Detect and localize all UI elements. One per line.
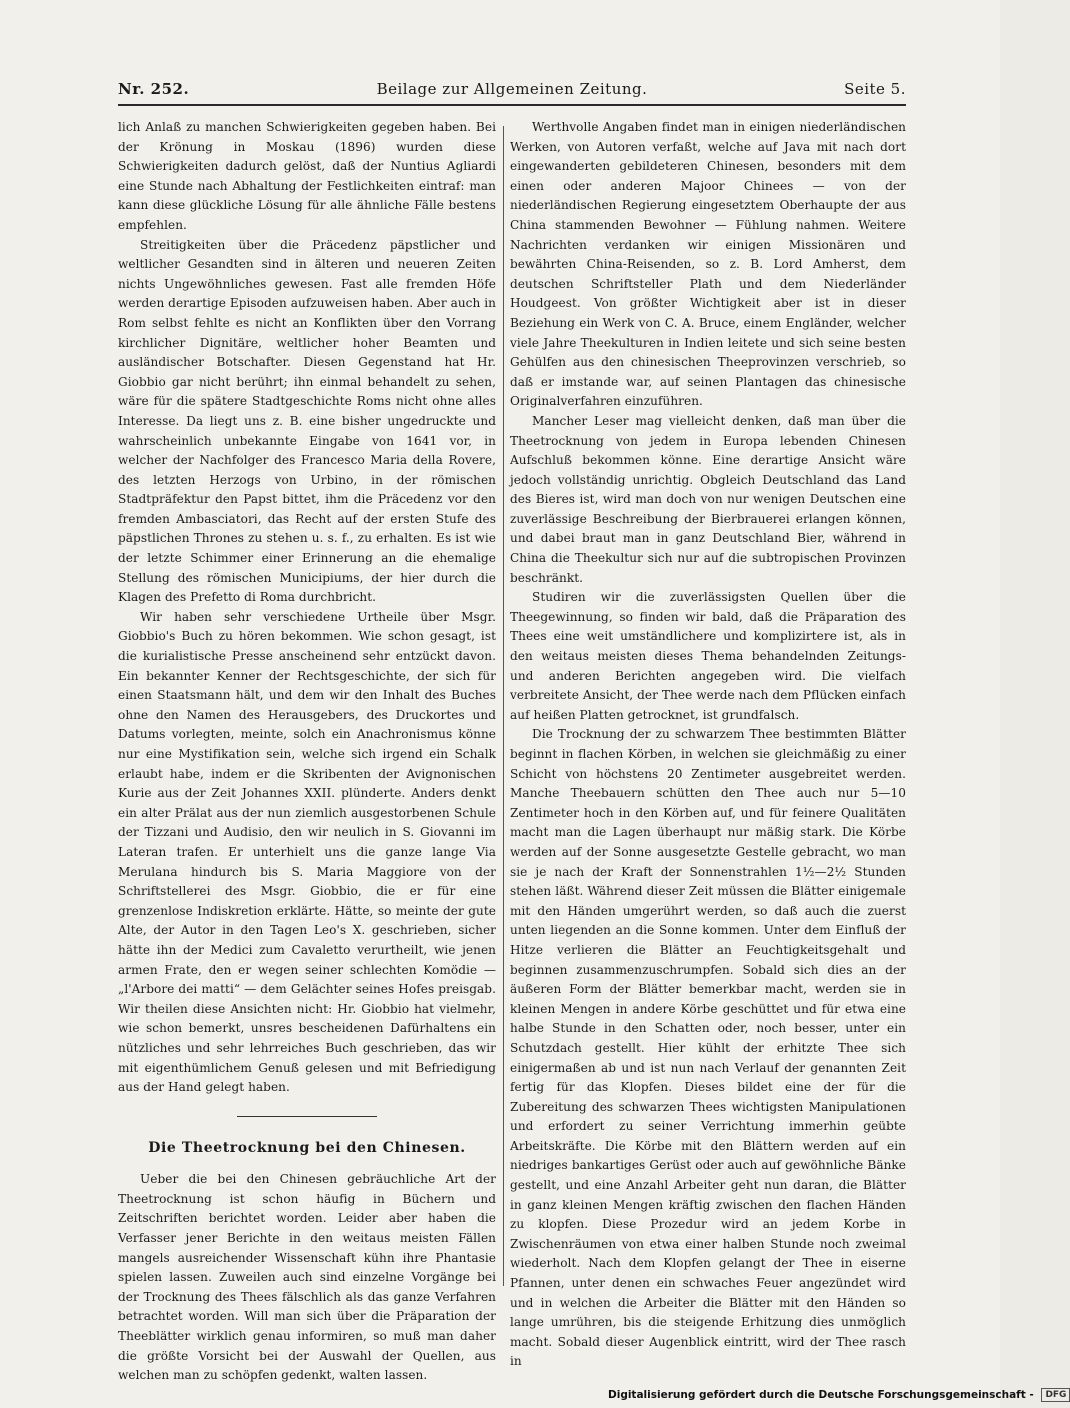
dfg-logo: DFG: [1041, 1388, 1070, 1402]
paragraph: Wir haben sehr verschiedene Urtheile über Msgr. Giobbio's Buch zu hören bekommen. Wie schon gesagt, ist die kurialistische Presse anscheinend sehr entzückt davon. Ein bekannter Kenner der Rechtsgeschichte, der sich für einen Staatsmann hält, und dem wir den Inhalt des Buches ohne den Namen des Herausgebers, des Druckortes und Datums vorlegten, meinte, solch ein Anachronismus könne nur eine Mystifikation sein, welche sich irgend ein Schalk erlaubt habe, indem er die Skribenten der Avignonischen Kurie aus der Zeit Johannes XXII. plünderte. Anders denkt ein alter Prälat aus der nun ziemlich ausgestorbenen Schule der Tizzani und Audisio, den wir neulich in S. Giovanni im Lateran trafen. Er unterhielt uns die ganze lange Via Merulana hindurch bis S. Maria Maggiore von der Schriftstellerei des Msgr. Giobbio, die er für eine grenzenlose Indiskretion erklärte. Hätte, so meinte der gute Alte, der Autor in den Tagen Leo's X. geschrieben, sicher hätte ihn der Medici zum Cavaletto verurtheilt, wie jenen armen Frate, den er wegen seiner schlechten Komödie — „l'Arbore dei matti“ — dem Gelächter seines Hofes preisgab. Wir theilen diese Ansichten nicht: Hr. Giobbio hat vielmehr, wie schon bemerkt, unsres bescheidenen Dafürhaltens ein nützliches und sehr lehrreiches Buch geschrieben, das wir mit eigenthümlichem Genuß gelesen und mit Befriedigung aus der Hand gelegt haben.: [118, 609, 496, 1095]
left-column: [118, 118, 496, 1386]
paragraph: Studiren wir die zuverlässigsten Quellen über die Theegewinnung, so finden wir bald, daß die Präparation des Thees eine weit umständlichere und komplizirtere ist, als in den weitaus meisten dieses Thema behandelnden Zeitungs- und anderen Berichten angegeben wird. Die vielfach verbreitete Ansicht, der Thee werde nach dem Pflücken einfach auf heißen Platten getrocknet, ist grundfalsch.: [510, 590, 906, 722]
column-divider: [503, 126, 504, 1286]
paragraph: Ueber die bei den Chinesen gebräuchliche Art der Theetrocknung ist schon häufig in Büchern und Zeitschriften berichtet worden. Leider aber haben die Verfasser jener Berichte in den weitaus meisten Fällen mangels ausreichender Wissenschaft kühn ihre Phantasie spielen lassen. Zuweilen auch sind einzelne Vorgänge bei der Trocknung des Thees fälschlich als das ganze Verfahren betrachtet worden. Will man sich über die Präparation der Theeblätter wirklich genau informiren, so muß man daher die größte Vorsicht bei der Auswahl der Quellen, aus welchen man zu schöpfen gedenkt, walten lassen.: [118, 1172, 496, 1383]
page-header: [118, 78, 906, 104]
digitization-footer: [608, 1388, 1067, 1404]
article-title: Die Theetrocknung bei den Chinesen.: [148, 1139, 466, 1156]
footer-text: Digitalisierung gefördert durch die Deutsche Forschungsgemeinschaft -: [608, 1389, 1034, 1401]
issue-number: Nr. 252.: [118, 80, 190, 98]
paragraph: Streitigkeiten über die Präcedenz päpstlicher und weltlicher Gesandten sind in älteren und neueren Zeiten nichts Ungewöhnliches gewesen. Fast alle fremden Höfe werden derartige Episoden aufzuweisen haben. Aber auch in Rom selbst fehlte es nicht an Konflikten über den Vorrang kirchlicher Dignitäre, weltlicher hoher Beamten und ausländischer Botschafter. Diesen Gegenstand hat Hr. Giobbio gar nicht berührt; ihn einmal behandelt zu sehen, wäre für die spätere Stadtgeschichte Roms nicht ohne alles Interesse. Da liegt uns z. B. eine bisher ungedruckte und wahrscheinlich unbekannte Eingabe von 1641 vor, in welcher der Nachfolger des Francesco Maria della Rovere, des letzten Herzogs von Urbino, in der römischen Stadtpräfektur den Papst bittet, ihm die Präcedenz vor den fremden Ambasciatori, das Recht auf der ersten Stufe des päpstlichen Thrones zu stehen u. s. f., zu erhalten. Es ist wie der letzte Schimmer einer Erinnerung an die ehemalige Stellung des römischen Municipiums, der hier durch die Klagen des Prefetto di Roma durchbricht.: [118, 237, 496, 605]
header-rule: [118, 104, 906, 106]
paragraph: Mancher Leser mag vielleicht denken, daß man über die Theetrocknung von jedem in Europa lebenden Chinesen Aufschluß bekommen könne. Eine derartige Ansicht wäre jedoch vollständig unrichtig. Obgleich Deutschland das Land des Bieres ist, wird man doch von nur wenigen Deutschen eine zuverlässige Beschreibung der Bierbrauerei erlangen können, und dabei braut man in ganz Deutschland Bier, während in China die Theekultur sich nur auf die subtropischen Provinzen beschränkt.: [510, 413, 906, 585]
paragraph: lich Anlaß zu manchen Schwierigkeiten gegeben haben. Bei der Krönung in Moskau (1896) wurden diese Schwierigkeiten dadurch gelöst, daß der Nuntius Agliardi eine Stunde nach Abhaltung der Festlichkeiten eintraf: man kann diese glückliche Lösung für alle ähnliche Fälle bestens empfehlen.: [118, 120, 496, 232]
right-column: [510, 118, 906, 1372]
paragraph: Die Trocknung der zu schwarzem Thee bestimmten Blätter beginnt in flachen Körben, in welchen sie gleichmäßig zu einer Schicht von höchstens 20 Zentimeter ausgebreitet werden. Manche Theebauern schütten den Thee auch nur 5—10 Zentimeter hoch in den Körben auf, und für feinere Qualitäten macht man die Lagen überhaupt nur mäßig stark. Die Körbe werden auf der Sonne ausgesetzte Gestelle gebracht, wo man sie je nach der Kraft der Sonnenstrahlen 1½—2½ Stunden stehen läßt. Während dieser Zeit müssen die Blätter einigemale mit den Händen umgerührt werden, so daß auch die zuerst unten liegenden an die Sonne kommen. Unter dem Einfluß der Hitze verlieren die Blätter an Feuchtigkeitsgehalt und beginnen zusammenzuschrumpfen. Sobald sich dies an der äußeren Form der Blätter bemerkbar macht, werden sie in kleinen Mengen in andere Körbe geschüttet und für etwa eine halbe Stunde in den Schatten oder, noch besser, unter ein Schutzdach gestellt. Hier kühlt der erhitzte Thee sich einigermaßen ab und ist nun nach Verlauf der genannten Zeit fertig für das Klopfen. Dieses bildet eine der für die Zubereitung des schwarzen Thees wichtigsten Manipulationen und erfordert zu seiner Verrichtung immerhin geübte Arbeitskräfte. Die Körbe mit den Blättern werden auf ein niedriges bankartiges Gerüst oder auch auf gewöhnliche Bänke gestellt, und eine Anzahl Arbeiter geht nun daran, die Blätter in ganz kleinen Mengen kräftig zwischen den flachen Händen zu klopfen. Diese Prozedur wird an jedem Korbe in Zwischenräumen von etwa einer halben Stunde noch zweimal wiederholt. Nach dem Klopfen gelangt der Thee in eiserne Pfannen, unter denen ein schwaches Feuer angezündet wird und in welchen die Arbeiter die Blätter mit den Händen so lange umrühren, bis die steigende Erhitzung dies unmöglich macht. Sobald dieser Augenblick eintritt, wird der Thee rasch in: [510, 727, 906, 1369]
paragraph: Werthvolle Angaben findet man in einigen niederländischen Werken, von Autoren verfaßt, welche auf Java mit nach dort eingewanderten gebildeteren Chinesen, besonders mit dem einen oder anderen Majoor Chinees — von der niederländischen Regierung eingesetztem Oberhaupte der aus China stammenden Bewohner — Fühlung nahmen. Weitere Nachrichten verdanken wir einigen Missionären und bewährten China-Reisenden, so z. B. Lord Amherst, dem deutschen Schriftsteller Plath und dem Niederländer Houdgeest. Von größter Wichtigkeit aber ist in dieser Beziehung ein Werk von C. A. Bruce, einem Engländer, welcher viele Jahre Theekulturen in Indien leitete und sich seine besten Gehülfen aus den chinesischen Theeprovinzen verschrieb, so daß er imstande war, auf seinen Plantagen das chinesische Originalverfahren einzuführen.: [510, 120, 906, 409]
supplement-title: Beilage zur Allgemeinen Zeitung.: [376, 80, 648, 98]
page-number: Seite 5.: [844, 80, 906, 98]
section-separator: [237, 1116, 377, 1117]
